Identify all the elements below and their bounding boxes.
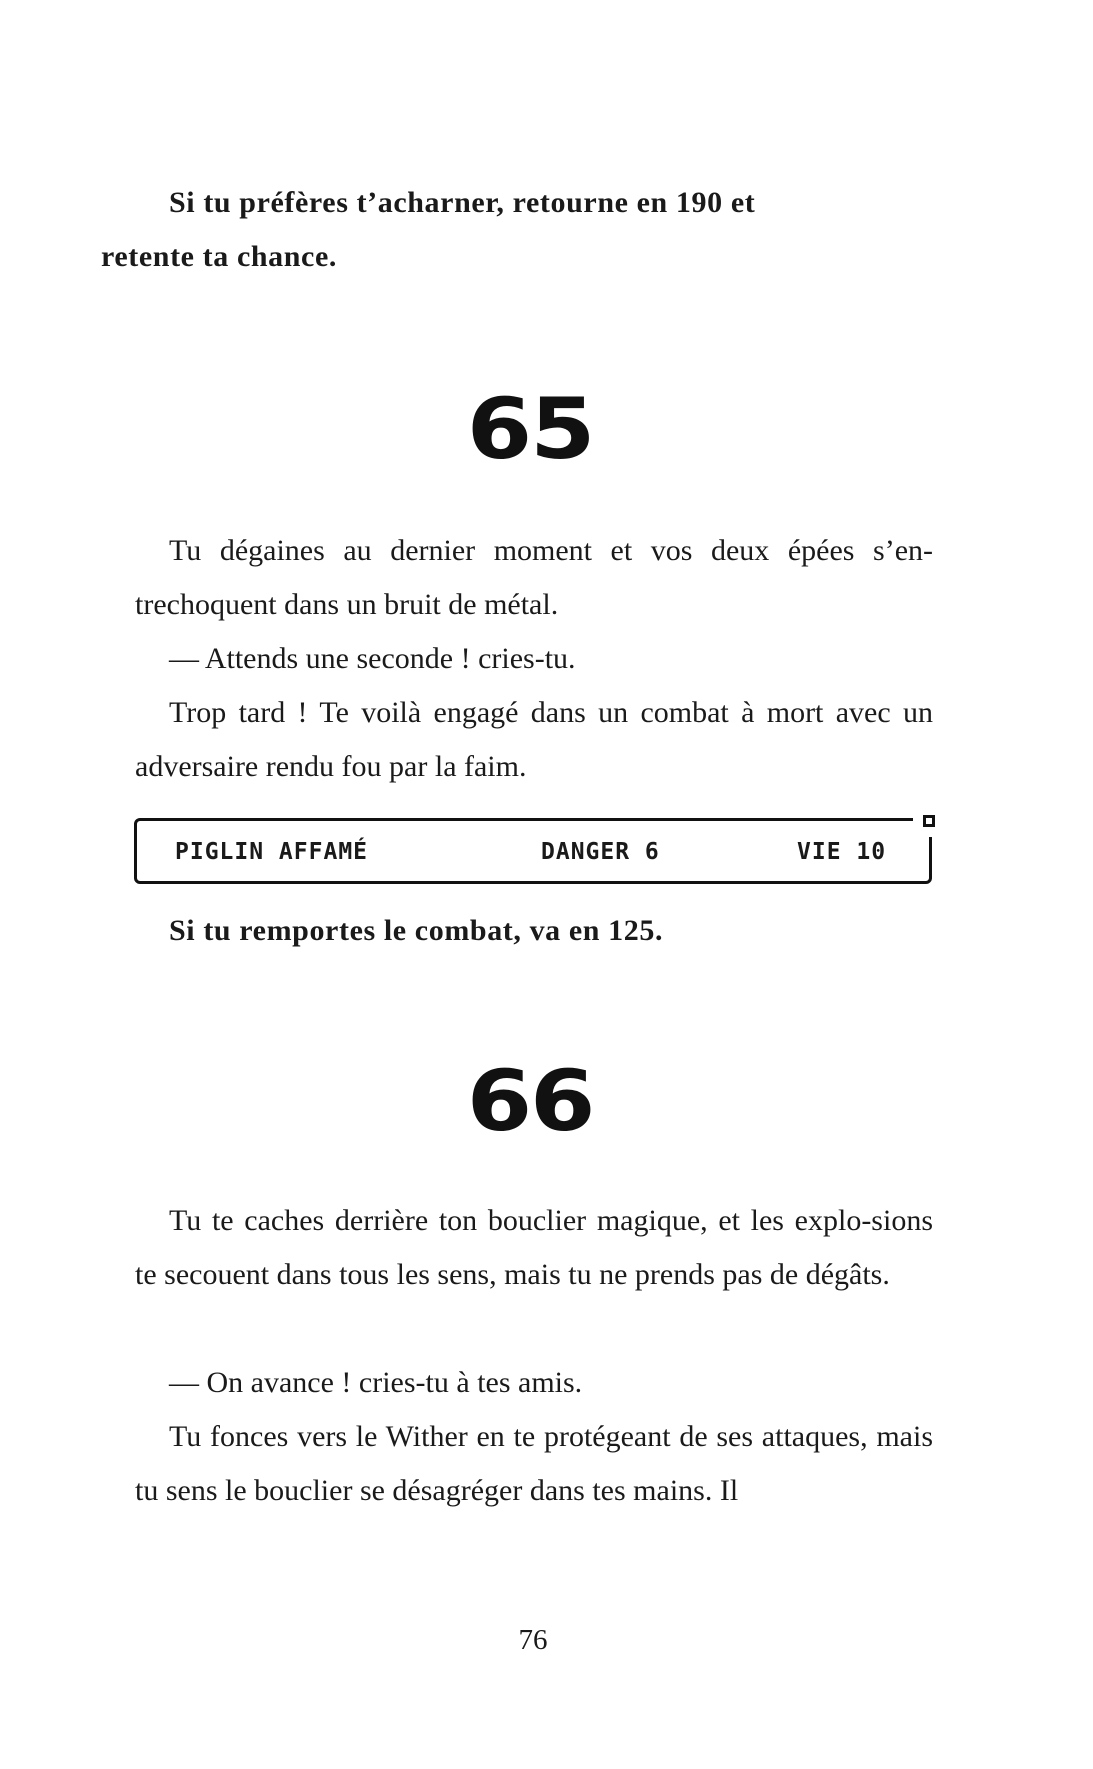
closing-choice <box>101 176 933 284</box>
paragraph-66-3: Tu fonces vers le Wither en te protégeant de ses attaques, mais tu sens le bouclier se désagréger dans tes mains. Il <box>135 1420 933 1507</box>
choice-65: Si tu remportes le combat, va en 125. <box>169 914 664 947</box>
section-number-65: 65 <box>466 380 594 478</box>
closing-choice-line-1: Si tu préfères t’acharner, retourne en 190 et <box>169 186 756 219</box>
paragraph-65-1: Tu dégaines au dernier moment et vos deux épées s’en-trechoquent dans un bruit de métal. <box>135 534 933 621</box>
closing-choice-line-2: retente ta chance. <box>101 240 337 273</box>
enemy-vie: VIE 10 <box>797 839 887 865</box>
paragraph-65-3: Trop tard ! Te voilà engagé dans un combat à mort avec un adversaire rendu fou par la faim. <box>135 696 933 783</box>
page-number: 76 <box>518 1624 548 1656</box>
enemy-name: PIGLIN AFFAMÉ <box>175 839 369 865</box>
paragraph-65-2: — Attends une seconde ! cries-tu. <box>169 642 576 675</box>
enemy-stat-box <box>134 818 932 884</box>
section-number-66: 66 <box>466 1052 594 1150</box>
paragraph-66-2: — On avance ! cries-tu à tes amis. <box>169 1366 583 1399</box>
enemy-danger: DANGER 6 <box>541 839 660 865</box>
stat-box-corner-mark <box>923 815 935 827</box>
paragraph-66-1: Tu te caches derrière ton bouclier magique, et les explo-sions te secouent dans tous les sens, mais tu ne prends pas de dégâts. <box>135 1204 933 1291</box>
stat-box-corner <box>913 815 935 837</box>
